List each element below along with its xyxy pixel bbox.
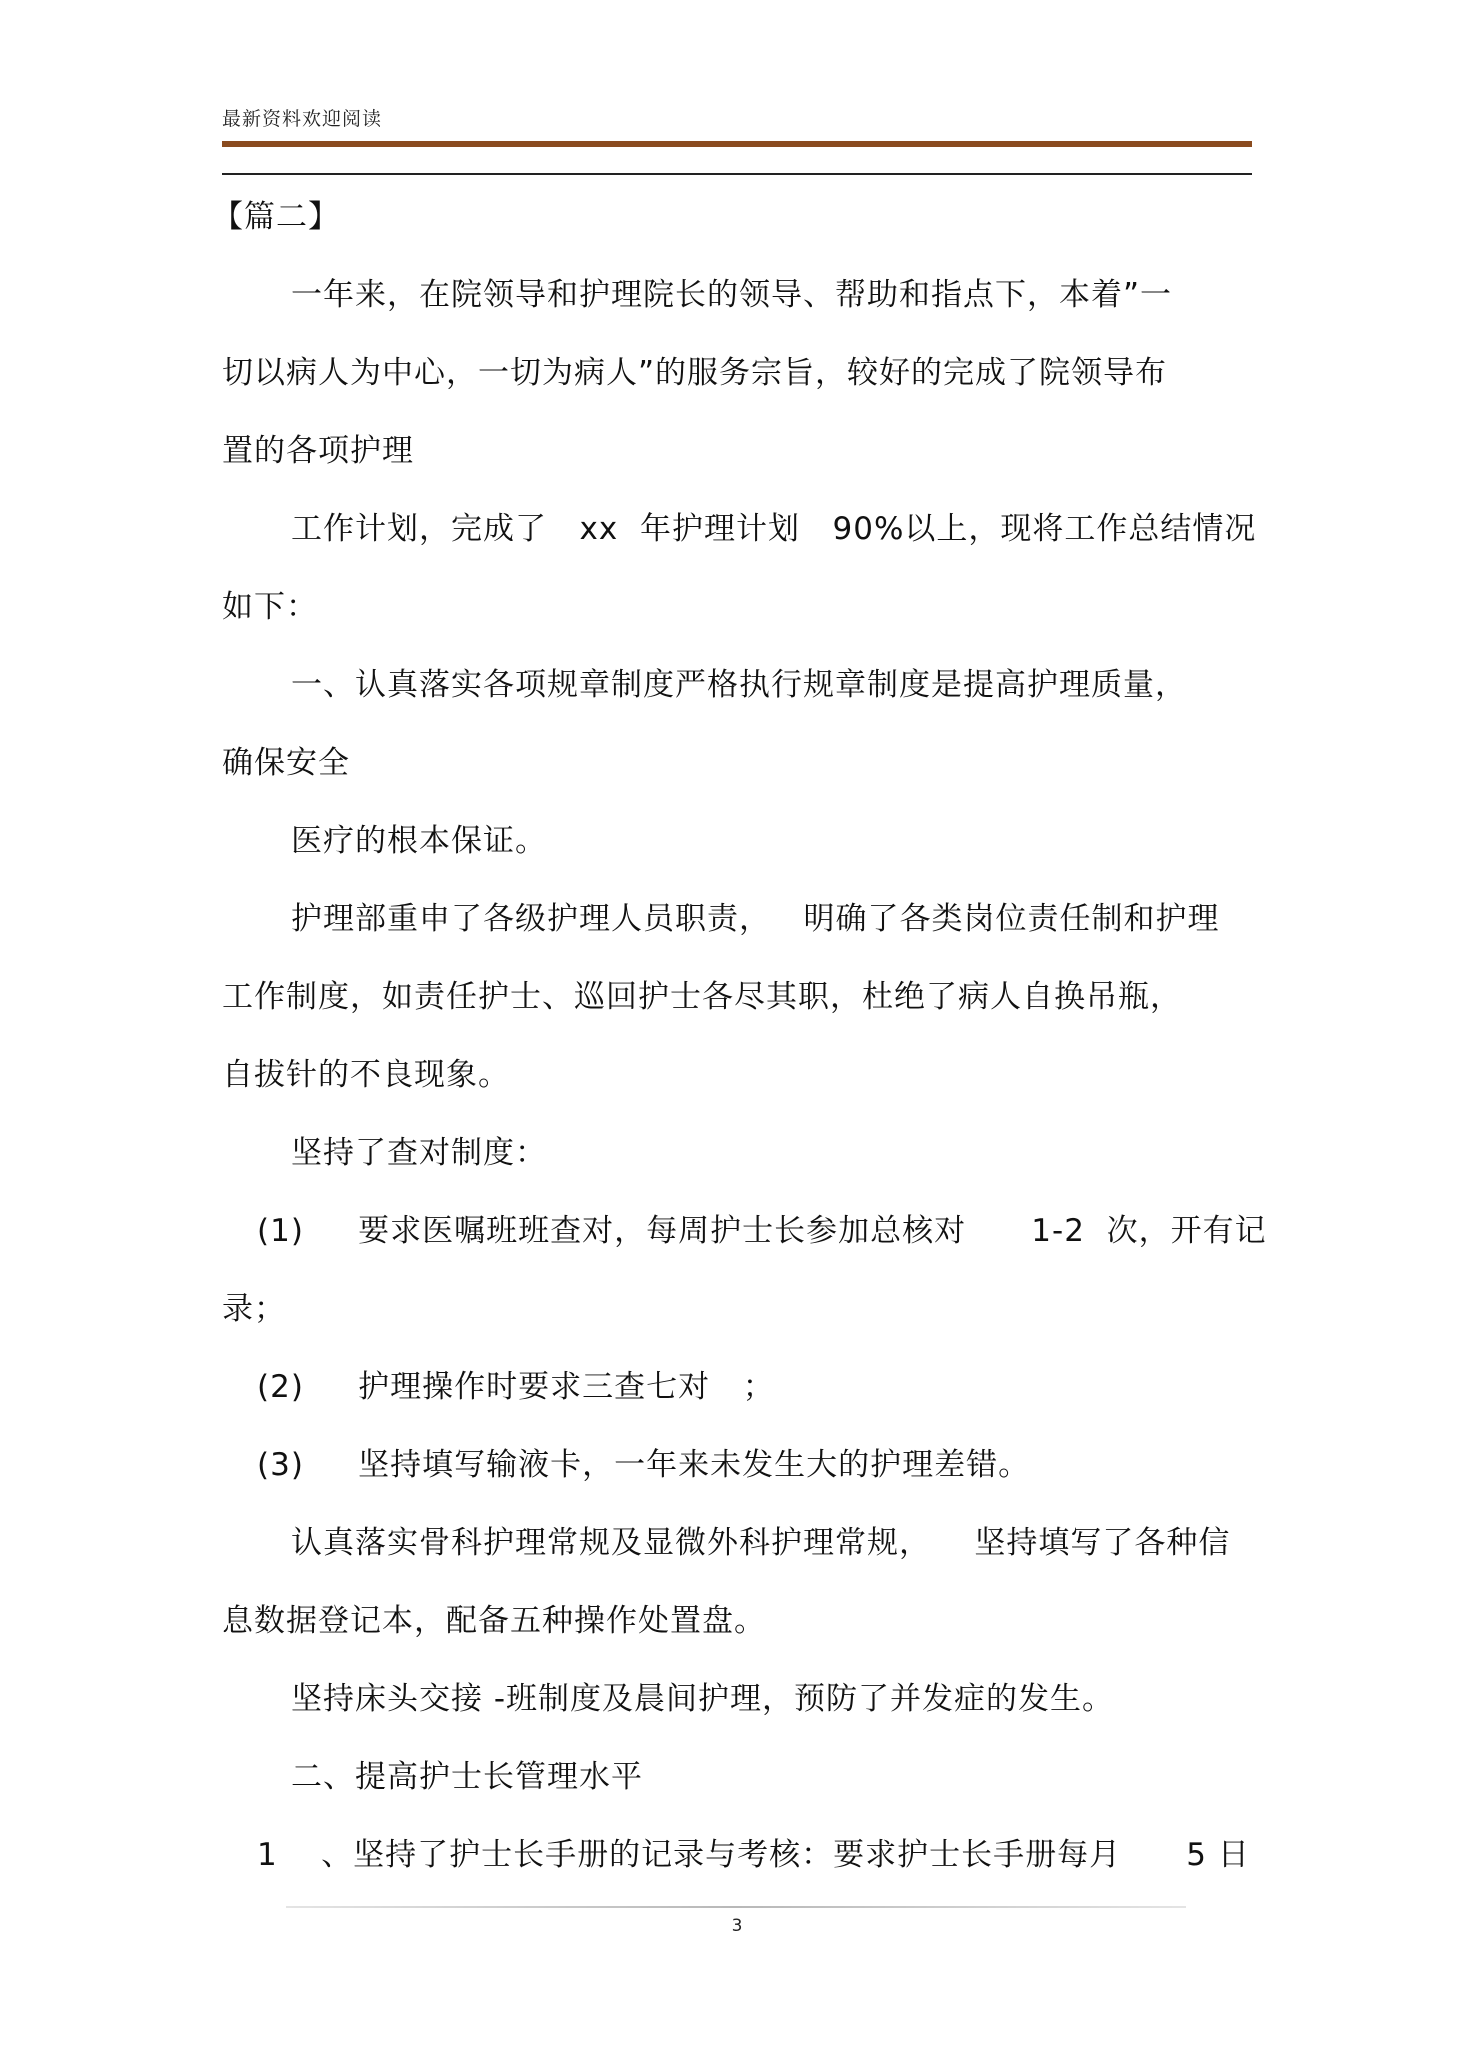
paragraph-line: 护理部重申了各级护理人员职责， 明确了各类岗位责任制和护理 xyxy=(291,901,1220,937)
paragraph-line: 一、认真落实各项规章制度严格执行规章制度是提高护理质量， xyxy=(291,667,1187,703)
header-rule-thin xyxy=(222,173,1252,175)
paragraph-line: 坚持床头交接 -班制度及晨间护理，预防了并发症的发生。 xyxy=(291,1681,1115,1717)
paragraph-line: 确保安全 xyxy=(222,745,350,781)
header-rule-thick xyxy=(222,141,1252,147)
section-heading: 二、提高护士长管理水平 xyxy=(291,1759,643,1795)
paragraph-line: 认真落实骨科护理常规及显微外科护理常规， 坚持填写了各种信 xyxy=(291,1525,1231,1561)
paragraph-line: 工作计划，完成了 xx 年护理计划 90%以上，现将工作总结情况 xyxy=(291,511,1257,547)
footer-rule xyxy=(286,1906,1186,1908)
paragraph-line: 置的各项护理 xyxy=(222,433,414,469)
paragraph-line: 录； xyxy=(222,1291,286,1327)
page-number: 3 xyxy=(731,1916,743,1936)
page-header: 最新资料欢迎阅读 xyxy=(222,108,383,130)
paragraph-line: 息数据登记本，配备五种操作处置盘。 xyxy=(222,1603,766,1639)
paragraph-line: 自拔针的不良现象。 xyxy=(222,1057,510,1093)
paragraph-line: 坚持了查对制度： xyxy=(291,1135,547,1171)
section-title: 【篇二】 xyxy=(212,199,340,235)
list-item-3: (3) 坚持填写输液卡，一年来未发生大的护理差错。 xyxy=(257,1447,1031,1483)
paragraph-line: 如下： xyxy=(222,589,318,625)
list-item-1: (1) 要求医嘱班班查对，每周护士长参加总核对 1-2 次，开有记 xyxy=(257,1213,1267,1249)
paragraph-line: 一年来，在院领导和护理院长的领导、帮助和指点下，本着”一 xyxy=(291,277,1173,313)
paragraph-line: 切以病人为中心，一切为病人”的服务宗旨，较好的完成了院领导布 xyxy=(222,355,1168,391)
paragraph-line: 1 、坚持了护士长手册的记录与考核：要求护士长手册每月 5 日 xyxy=(257,1837,1250,1873)
list-item-2: (2) 护理操作时要求三查七对 ； xyxy=(257,1369,775,1405)
paragraph-line: 医疗的根本保证。 xyxy=(291,823,547,859)
paragraph-line: 工作制度，如责任护士、巡回护士各尽其职，杜绝了病人自换吊瓶， xyxy=(222,979,1182,1015)
